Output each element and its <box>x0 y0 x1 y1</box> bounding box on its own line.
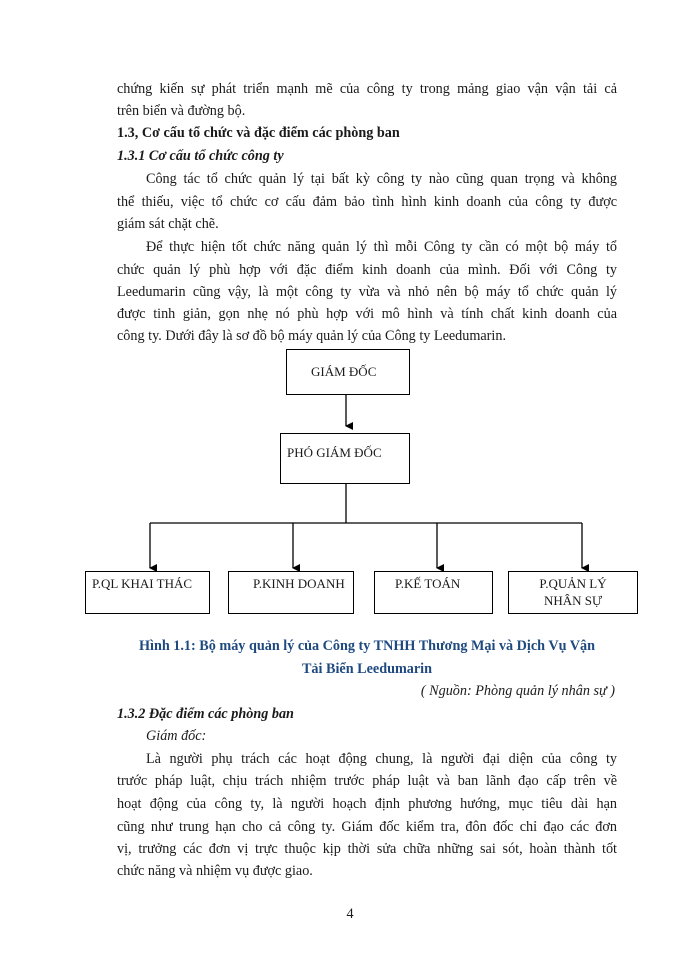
dept-box-accounting <box>374 571 493 614</box>
dept-label-hr-line-2: NHÂN SỰ <box>543 593 603 608</box>
intro-line-1: chứng kiến sự phát triển mạnh mẽ của công ty trong mảng giao vận vận tải cả <box>117 81 617 97</box>
deputy-director-box <box>280 433 410 484</box>
p2-line-4: được tinh giản, gọn nhẹ nó phù hợp với mô hình và tính chất kinh doanh của <box>117 306 617 322</box>
director-p-line-5: vị, trưởng các đơn vị trực thuộc kịp thời sửa chữa những sai sót, hoàn thành tốt <box>117 841 617 857</box>
p1-line-3: giám sát chặt chẽ. <box>117 216 219 232</box>
subsection-2-heading: 1.3.2 Đặc điểm các phòng ban <box>117 706 294 722</box>
dept-label-hr-line-1: P.QUẢN LÝ <box>539 576 607 591</box>
director-p-line-4: cũng như trung hạn cho cả công ty. Giám đốc kiểm tra, đôn đốc chỉ đạo các đơn <box>117 819 617 835</box>
source-note: ( Nguồn: Phòng quản lý nhân sự ) <box>420 683 615 699</box>
dept-box-sales <box>228 571 354 614</box>
figure-caption-line-1: Hình 1.1: Bộ máy quản lý của Công ty TNHH Thương Mại và Dịch Vụ Vận <box>138 638 596 654</box>
dept-box-hr <box>508 571 638 614</box>
dept-box-operations <box>85 571 210 614</box>
p2-line-2: chức quản lý phù hợp với đặc điểm kinh doanh của mình. Đối với Công ty <box>117 262 617 278</box>
dept-label-sales: P.KINH DOANH <box>253 576 345 591</box>
p1-line-2: thể thiếu, việc tổ chức cơ cấu đảm bảo tình hình kinh doanh của công ty được <box>117 194 617 210</box>
section-heading: 1.3, Cơ cấu tổ chức và đặc điểm các phòng ban <box>117 125 400 141</box>
director-p-line-2: trước pháp luật, chịu trách nhiệm trước pháp luật và ban lãnh đạo cấp trên về <box>117 773 617 789</box>
dept-label-accounting: P.KẾ TOÁN <box>395 576 461 591</box>
p2-line-5: công ty. Dưới đây là sơ đồ bộ máy quản lý của Công ty Leedumarin. <box>117 328 506 344</box>
director-p-line-6: chức năng và nhiệm vụ được giao. <box>117 863 313 879</box>
deputy-director-label: PHÓ GIÁM ĐỐC <box>287 445 382 460</box>
intro-line-2: trên biển và đường bộ. <box>117 103 246 119</box>
director-label: GIÁM ĐỐC <box>311 364 377 379</box>
director-box <box>286 349 410 395</box>
dept-label-operations: P.QL KHAI THÁC <box>92 576 193 591</box>
figure-caption-line-2: Tải Biển Leedumarin <box>301 661 433 677</box>
director-p-line-1: Là người phụ trách các hoạt động chung, là người đại diện của công ty <box>146 751 617 767</box>
subsection-1-heading: 1.3.1 Cơ cấu tổ chức công ty <box>117 148 284 164</box>
role-label-director: Giám đốc: <box>146 728 207 744</box>
p1-line-1: Công tác tổ chức quản lý tại bất kỳ công ty nào cũng quan trọng và không <box>146 171 617 187</box>
page-number: 4 <box>346 906 354 922</box>
p2-line-3: Leedumarin cũng vậy, là một công ty vừa và nhỏ nên bộ máy tổ chức quản lý <box>117 284 617 300</box>
director-p-line-3: hoạt động của công ty, là người hoạch định phương hướng, mục tiêu dài hạn <box>117 796 617 812</box>
p2-line-1: Để thực hiện tốt chức năng quản lý thì mỗi Công ty cần có một bộ máy tổ <box>146 239 617 255</box>
